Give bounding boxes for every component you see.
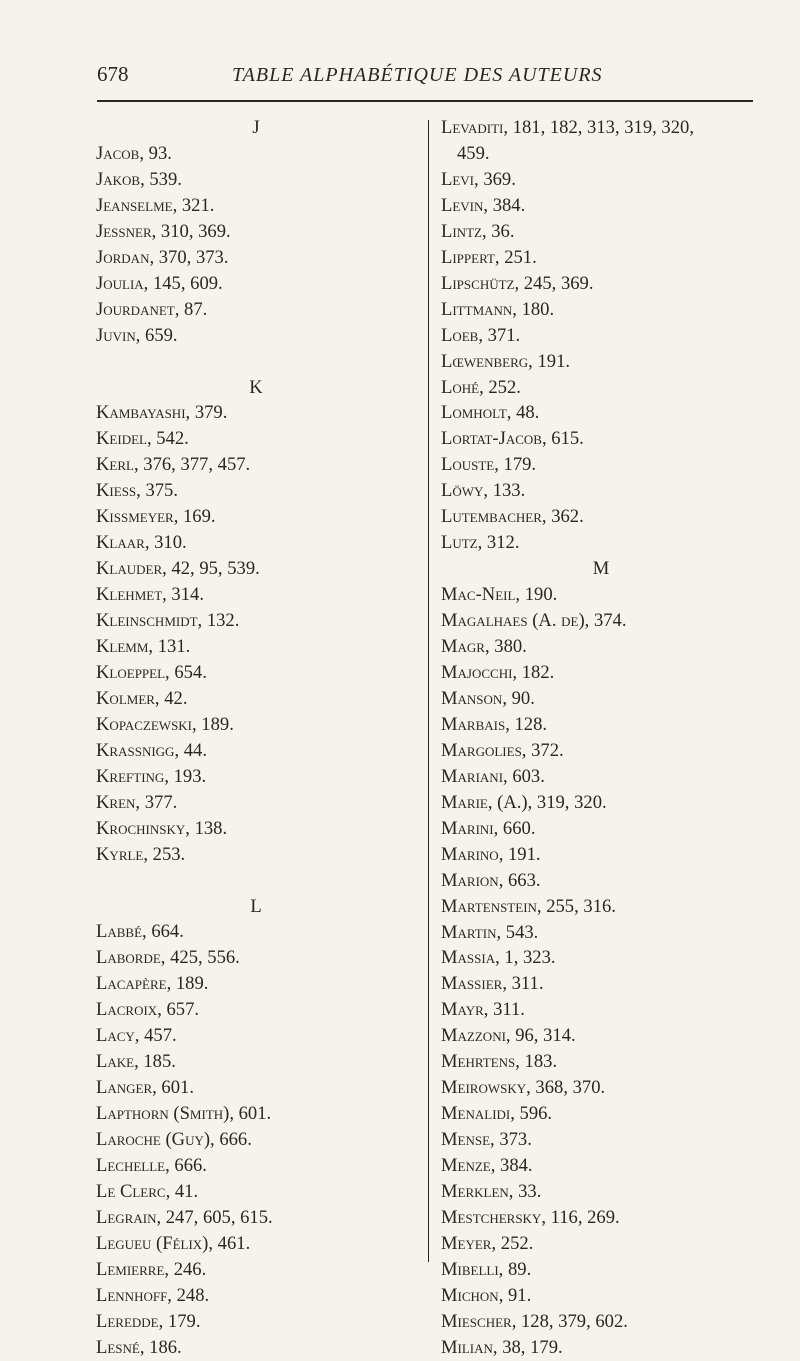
index-entry: Lortat-Jacob, 615.: [441, 428, 584, 450]
index-entry: Kerl, 376, 377, 457.: [96, 454, 251, 476]
column-divider: [428, 120, 429, 1262]
index-entry: Lippert, 251.: [441, 246, 537, 268]
section-letter-j: J: [252, 117, 260, 138]
index-entry: Jacob, 93.: [96, 142, 172, 164]
index-entry: Klauder, 42, 95, 539.: [96, 558, 260, 580]
index-entry: Jordan, 370, 373.: [96, 246, 229, 268]
index-entry: Lechelle, 666.: [96, 1155, 207, 1177]
index-entry: Kren, 377.: [96, 791, 178, 813]
index-entry: Levi, 369.: [441, 168, 516, 190]
index-entry: Langer, 601.: [96, 1077, 194, 1099]
index-entry: Mac-Neil, 190.: [441, 584, 558, 606]
index-entry: Marini, 660.: [441, 817, 536, 839]
left-column: [96, 115, 416, 1361]
index-entry: Kolmer, 42.: [96, 687, 188, 709]
index-entry: Lutz, 312.: [441, 532, 520, 554]
index-entry: Massier, 311.: [441, 973, 544, 995]
index-entry: Mayr, 311.: [441, 999, 525, 1021]
index-entry: Le Clerc, 41.: [96, 1181, 199, 1202]
index-entry: Juvin, 659.: [96, 324, 178, 346]
index-entry: Martin, 543.: [441, 921, 539, 943]
index-entry: Marion, 663.: [441, 869, 541, 891]
index-entry: Kiess, 375.: [96, 480, 178, 502]
index-entry: Massia, 1, 323.: [441, 947, 556, 969]
index-entry: Menze, 384.: [441, 1155, 533, 1177]
index-entry: Klehmet, 314.: [96, 584, 204, 606]
index-entry: Kopaczewski, 189.: [96, 713, 234, 735]
index-entry: Martenstein, 255, 316.: [441, 895, 616, 917]
index-entry: Labbé, 664.: [96, 921, 184, 943]
index-entry: Milian, 38, 179.: [441, 1336, 563, 1358]
index-entry: Jourdanet, 87.: [96, 298, 208, 320]
index-entry: Klaar, 310.: [96, 532, 187, 554]
index-entry: Lennhoff, 248.: [96, 1284, 210, 1306]
page-number: 678: [97, 62, 129, 86]
index-entry: Marino, 191.: [441, 843, 541, 865]
index-entry: Lacapère, 189.: [96, 973, 209, 995]
index-entry: Mestchersky, 116, 269.: [441, 1207, 620, 1229]
index-entry: Marie, (A.), 319, 320.: [441, 791, 607, 813]
index-entry: Lacroix, 657.: [96, 999, 200, 1021]
index-entry: Kyrle, 253.: [96, 843, 186, 865]
index-entry: Lipschütz, 245, 369.: [441, 272, 594, 294]
index-entry: Legueu (Félix), 461.: [96, 1232, 251, 1254]
header-rule: [97, 100, 753, 102]
section-letter-m: M: [592, 558, 610, 580]
section-letter-k: K: [249, 376, 263, 398]
index-entry: Mense, 373.: [441, 1129, 532, 1151]
index-entry: Krassnigg, 44.: [96, 739, 207, 761]
section-letter-l: L: [250, 895, 262, 917]
right-column: [441, 115, 761, 1361]
index-entry: Kissmeyer, 169.: [96, 506, 216, 528]
index-entry: Lomholt, 48.: [441, 402, 540, 424]
index-entry: Mibelli, 89.: [441, 1258, 532, 1280]
index-entry: Miescher, 128, 379, 602.: [441, 1310, 628, 1332]
index-entry: Lapthorn (Smith), 601.: [96, 1103, 272, 1125]
index-entry: Lohé, 252.: [441, 376, 521, 398]
index-entry: Marbais, 128.: [441, 713, 548, 735]
index-entry: Margolies, 372.: [441, 739, 564, 761]
index-entry: Löwy, 133.: [441, 480, 526, 502]
index-entry: Krefting, 193.: [96, 765, 207, 787]
index-entry: Michon, 91.: [441, 1284, 532, 1306]
index-entry: Meyer, 252.: [441, 1232, 534, 1254]
index-entry: Jessner, 310, 369.: [96, 220, 231, 242]
index-entry: Manson, 90.: [441, 687, 535, 709]
index-entry: Legrain, 247, 605, 615.: [96, 1206, 273, 1228]
index-entry: Jakob, 539.: [96, 168, 182, 190]
index-entry: Krochinsky, 138.: [96, 817, 228, 839]
index-entry: Louste, 179.: [441, 454, 537, 476]
index-entry: Mariani, 603.: [441, 765, 545, 787]
index-entry: Menalidi, 596.: [441, 1103, 553, 1125]
index-entry: Kleinschmidt, 132.: [96, 610, 240, 632]
index-entry: Loeb, 371.: [441, 324, 521, 346]
index-entry: Laroche (Guy), 666.: [96, 1129, 252, 1151]
index-entry: Magalhaes (A. de), 374.: [441, 610, 627, 632]
index-entry: Leredde, 179.: [96, 1310, 201, 1332]
index-entry: Kambayashi, 379.: [96, 402, 228, 424]
index-entry: Merklen, 33.: [441, 1181, 542, 1203]
index-entry: Lintz, 36.: [441, 220, 515, 242]
index-entry: Littmann, 180.: [441, 298, 555, 320]
index-entry: Mehrtens, 183.: [441, 1051, 558, 1073]
index-entry: Levin, 384.: [441, 194, 526, 216]
running-title: TABLE ALPHABÉTIQUE DES AUTEURS: [232, 64, 603, 86]
index-entry: Meirowsky, 368, 370.: [441, 1077, 606, 1099]
index-entry: Majocchi, 182.: [441, 662, 555, 683]
index-entry: Lacy, 457.: [96, 1025, 177, 1047]
index-entry: Keidel, 542.: [96, 428, 189, 450]
index-entry: Magr, 380.: [441, 636, 527, 658]
section-gap: [96, 349, 416, 375]
index-entry: Klemm, 131.: [96, 636, 191, 658]
index-entry: Lake, 185.: [96, 1051, 176, 1073]
index-entry: Levaditi, 181, 182, 313, 319, 320,: [441, 117, 694, 138]
index-entry: Joulia, 145, 609.: [96, 272, 223, 294]
index-entry: Kloeppel, 654.: [96, 661, 207, 683]
index-entry: Lutembacher, 362.: [441, 506, 584, 528]
index-entry: Lesné, 186.: [96, 1336, 182, 1358]
index-entry: Jeanselme, 321.: [96, 194, 215, 216]
section-gap: [96, 868, 416, 894]
index-entry: Lœwenberg, 191.: [441, 350, 571, 372]
index-entry: Mazzoni, 96, 314.: [441, 1025, 576, 1047]
index-entry-continuation: 459.: [457, 142, 490, 164]
index-entry: Lemierre, 246.: [96, 1258, 207, 1280]
index-entry: Laborde, 425, 556.: [96, 947, 240, 969]
